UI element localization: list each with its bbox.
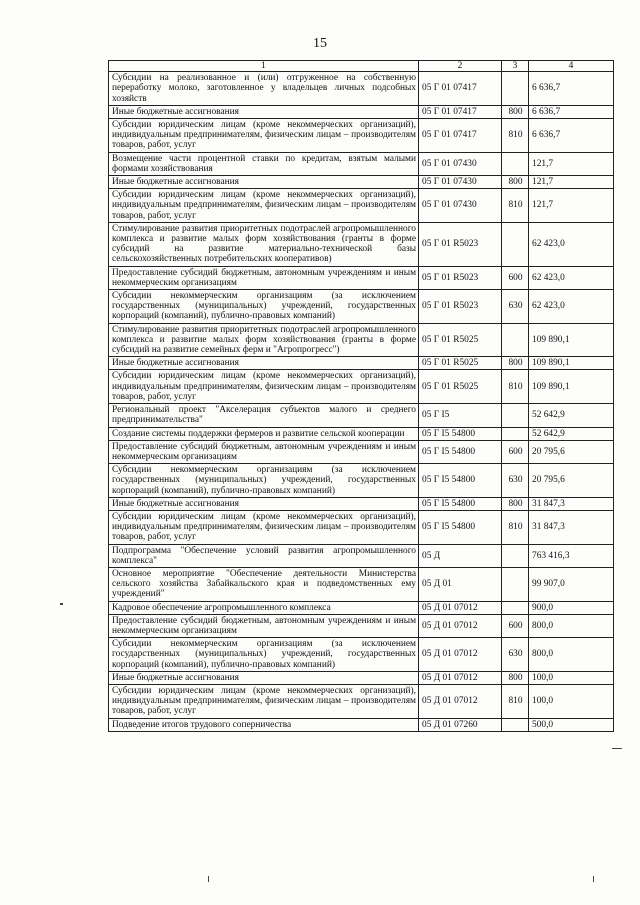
row-expense-type-cell: 810 — [502, 189, 529, 223]
row-code-cell: 05 Г 01 R5023 — [419, 222, 502, 266]
row-name-cell: Субсидии на реализованное и (или) отгруженное на собственную переработку молоко, заготовленное у владельцев личных подсобных хозяйств — [109, 72, 419, 106]
row-expense-type-cell: 630 — [502, 638, 529, 672]
row-amount-cell: 62 423,0 — [529, 290, 614, 324]
row-expense-type-cell: 810 — [502, 370, 529, 404]
table-row — [109, 718, 614, 731]
table-row — [109, 464, 614, 498]
row-amount-cell: 31 847,3 — [529, 497, 614, 510]
page-number: 15 — [313, 36, 327, 51]
row-code-cell: 05 Д 01 07012 — [419, 684, 502, 718]
row-expense-type-cell: 800 — [502, 497, 529, 510]
row-name-cell: Иные бюджетные ассигнования — [109, 497, 419, 510]
row-amount-cell: 6 636,7 — [529, 119, 614, 153]
table-row — [109, 266, 614, 289]
row-expense-type-cell: 600 — [502, 440, 529, 463]
row-expense-type-cell: 800 — [502, 357, 529, 370]
row-expense-type-cell: 810 — [502, 684, 529, 718]
row-name-cell: Возмещение части процентной ставки по кредитам, взятым малыми формами хозяйствования — [109, 152, 419, 175]
row-expense-type-cell — [502, 718, 529, 731]
table-row — [109, 357, 614, 370]
row-name-cell: Субсидии юридическим лицам (кроме некоммерческих организаций), индивидуальным предпринимателям, физическим лицам – производителям товаров, работ, услуг — [109, 684, 419, 718]
row-code-cell: 05 Г 01 07417 — [419, 72, 502, 106]
row-expense-type-cell: 810 — [502, 510, 529, 544]
row-name-cell: Подведение итогов трудового соперничества — [109, 718, 419, 731]
row-amount-cell: 109 890,1 — [529, 370, 614, 404]
row-amount-cell: 6 636,7 — [529, 105, 614, 118]
row-name-cell: Предоставление субсидий бюджетным, автономным учреждениям и иным некоммерческим организациям — [109, 266, 419, 289]
table-row — [109, 567, 614, 601]
row-code-cell: 05 Г 01 R5025 — [419, 370, 502, 404]
row-name-cell: Иные бюджетные ассигнования — [109, 671, 419, 684]
row-name-cell: Иные бюджетные ассигнования — [109, 176, 419, 189]
table-row — [109, 404, 614, 427]
row-code-cell: 05 Г I5 54800 — [419, 440, 502, 463]
row-code-cell: 05 Г I5 — [419, 404, 502, 427]
scan-tick-right — [593, 876, 594, 882]
row-amount-cell: 109 890,1 — [529, 323, 614, 357]
row-amount-cell: 20 795,6 — [529, 440, 614, 463]
row-code-cell: 05 Г 01 07430 — [419, 176, 502, 189]
table-body — [109, 72, 614, 732]
table-row — [109, 176, 614, 189]
row-name-cell: Иные бюджетные ассигнования — [109, 357, 419, 370]
row-expense-type-cell — [502, 222, 529, 266]
row-amount-cell: 100,0 — [529, 671, 614, 684]
table-row — [109, 152, 614, 175]
row-code-cell: 05 Д 01 07012 — [419, 614, 502, 637]
row-expense-type-cell: 630 — [502, 290, 529, 324]
table-row — [109, 544, 614, 567]
table-row — [109, 601, 614, 614]
row-expense-type-cell: 800 — [502, 105, 529, 118]
row-code-cell: 05 Г 01 R5025 — [419, 357, 502, 370]
table-row — [109, 614, 614, 637]
row-name-cell: Субсидии некоммерческим организациям (за исключением государственных (муниципальных) учреждений, государственных корпораций (компаний), публично-правовых компаний) — [109, 464, 419, 498]
row-amount-cell: 900,0 — [529, 601, 614, 614]
table-row — [109, 189, 614, 223]
row-expense-type-cell: 810 — [502, 119, 529, 153]
table-row — [109, 497, 614, 510]
row-code-cell: 05 Г I5 54800 — [419, 464, 502, 498]
row-code-cell: 05 Д 01 07012 — [419, 601, 502, 614]
row-expense-type-cell: 600 — [502, 266, 529, 289]
row-expense-type-cell: 600 — [502, 614, 529, 637]
row-amount-cell: 109 890,1 — [529, 357, 614, 370]
table-row — [109, 323, 614, 357]
row-code-cell: 05 Д — [419, 544, 502, 567]
row-amount-cell: 100,0 — [529, 684, 614, 718]
row-code-cell: 05 Д 01 — [419, 567, 502, 601]
row-name-cell: Кадровое обеспечение агропромышленного комплекса — [109, 601, 419, 614]
row-code-cell: 05 Г 01 R5023 — [419, 290, 502, 324]
row-amount-cell: 62 423,0 — [529, 222, 614, 266]
row-code-cell: 05 Г I5 54800 — [419, 510, 502, 544]
row-name-cell: Основное мероприятие "Обеспечение деятельности Министерства сельского хозяйства Забайкальского края и подведомственных ему учреждений" — [109, 567, 419, 601]
row-amount-cell: 800,0 — [529, 638, 614, 672]
row-name-cell: Предоставление субсидий бюджетным, автономным учреждениям и иным некоммерческим организациям — [109, 614, 419, 637]
row-amount-cell: 500,0 — [529, 718, 614, 731]
row-expense-type-cell — [502, 323, 529, 357]
column-header-name: 1 — [109, 61, 419, 72]
scan-speck — [60, 603, 63, 605]
row-code-cell: 05 Г 01 R5023 — [419, 266, 502, 289]
table-row — [109, 72, 614, 106]
table-row — [109, 370, 614, 404]
table-row — [109, 105, 614, 118]
row-name-cell: Подпрограмма "Обеспечение условий развития агропромышленного комплекса" — [109, 544, 419, 567]
row-code-cell: 05 Д 01 07012 — [419, 638, 502, 672]
table-row — [109, 119, 614, 153]
row-name-cell: Иные бюджетные ассигнования — [109, 105, 419, 118]
row-code-cell: 05 Г 01 07430 — [419, 152, 502, 175]
row-amount-cell: 99 907,0 — [529, 567, 614, 601]
row-amount-cell: 6 636,7 — [529, 72, 614, 106]
row-name-cell: Создание системы поддержки фермеров и развитие сельской кооперации — [109, 427, 419, 440]
row-name-cell: Региональный проект "Акселерация субъектов малого и среднего предпринимательства" — [109, 404, 419, 427]
row-expense-type-cell: 800 — [502, 176, 529, 189]
row-expense-type-cell: 800 — [502, 671, 529, 684]
row-expense-type-cell — [502, 404, 529, 427]
row-name-cell: Субсидии юридическим лицам (кроме некоммерческих организаций), индивидуальным предпринимателям, физическим лицам – производителям товаров, работ, услуг — [109, 189, 419, 223]
table-row — [109, 440, 614, 463]
row-expense-type-cell — [502, 72, 529, 106]
row-amount-cell: 763 416,3 — [529, 544, 614, 567]
column-header-code: 2 — [419, 61, 502, 72]
column-header-expense-type: 3 — [502, 61, 529, 72]
budget-table — [108, 60, 614, 732]
row-name-cell: Стимулирование развития приоритетных подотраслей агропромышленного комплекса и развитие малых форм хозяйствования (гранты в форме субсидий на развитие семейных ферм и "Агропрогресс") — [109, 323, 419, 357]
scan-line-mark — [612, 748, 622, 749]
row-name-cell: Предоставление субсидий бюджетным, автономным учреждениям и иным некоммерческим организациям — [109, 440, 419, 463]
row-expense-type-cell: 630 — [502, 464, 529, 498]
row-amount-cell: 52 642,9 — [529, 404, 614, 427]
row-amount-cell: 62 423,0 — [529, 266, 614, 289]
row-amount-cell: 800,0 — [529, 614, 614, 637]
table-row — [109, 222, 614, 266]
row-name-cell: Субсидии юридическим лицам (кроме некоммерческих организаций), индивидуальным предпринимателям, физическим лицам – производителям товаров, работ, услуг — [109, 510, 419, 544]
row-name-cell: Стимулирование развития приоритетных подотраслей агропромышленного комплекса и развитие малых форм хозяйствования (гранты в форме субсидий на развитие материально-технической базы сельскохозяйственных потребительских кооперативов) — [109, 222, 419, 266]
row-amount-cell: 121,7 — [529, 176, 614, 189]
row-code-cell: 05 Г 01 07417 — [419, 119, 502, 153]
row-code-cell: 05 Г I5 54800 — [419, 497, 502, 510]
row-amount-cell: 31 847,3 — [529, 510, 614, 544]
row-expense-type-cell — [502, 601, 529, 614]
row-name-cell: Субсидии некоммерческим организациям (за исключением государственных (муниципальных) учреждений, государственных корпораций (компаний), публично-правовых компаний) — [109, 638, 419, 672]
row-amount-cell: 121,7 — [529, 189, 614, 223]
row-code-cell: 05 Г 01 07430 — [419, 189, 502, 223]
table-row — [109, 671, 614, 684]
row-amount-cell: 52 642,9 — [529, 427, 614, 440]
row-code-cell: 05 Г 01 07417 — [419, 105, 502, 118]
scan-tick-left — [208, 876, 209, 882]
table-row — [109, 638, 614, 672]
row-amount-cell: 20 795,6 — [529, 464, 614, 498]
table-row — [109, 510, 614, 544]
row-code-cell: 05 Д 01 07260 — [419, 718, 502, 731]
row-code-cell: 05 Д 01 07012 — [419, 671, 502, 684]
row-amount-cell: 121,7 — [529, 152, 614, 175]
table-row — [109, 684, 614, 718]
row-code-cell: 05 Г 01 R5025 — [419, 323, 502, 357]
row-expense-type-cell — [502, 544, 529, 567]
table-header-row — [109, 61, 614, 72]
row-code-cell: 05 Г I5 54800 — [419, 427, 502, 440]
table-row — [109, 427, 614, 440]
row-expense-type-cell — [502, 152, 529, 175]
table-row — [109, 290, 614, 324]
row-expense-type-cell — [502, 567, 529, 601]
column-header-amount: 4 — [529, 61, 614, 72]
row-name-cell: Субсидии некоммерческим организациям (за исключением государственных (муниципальных) учреждений, государственных корпораций (компаний), публично-правовых компаний) — [109, 290, 419, 324]
row-name-cell: Субсидии юридическим лицам (кроме некоммерческих организаций), индивидуальным предпринимателям, физическим лицам – производителям товаров, работ, услуг — [109, 370, 419, 404]
row-name-cell: Субсидии юридическим лицам (кроме некоммерческих организаций), индивидуальным предпринимателям, физическим лицам – производителям товаров, работ, услуг — [109, 119, 419, 153]
row-expense-type-cell — [502, 427, 529, 440]
